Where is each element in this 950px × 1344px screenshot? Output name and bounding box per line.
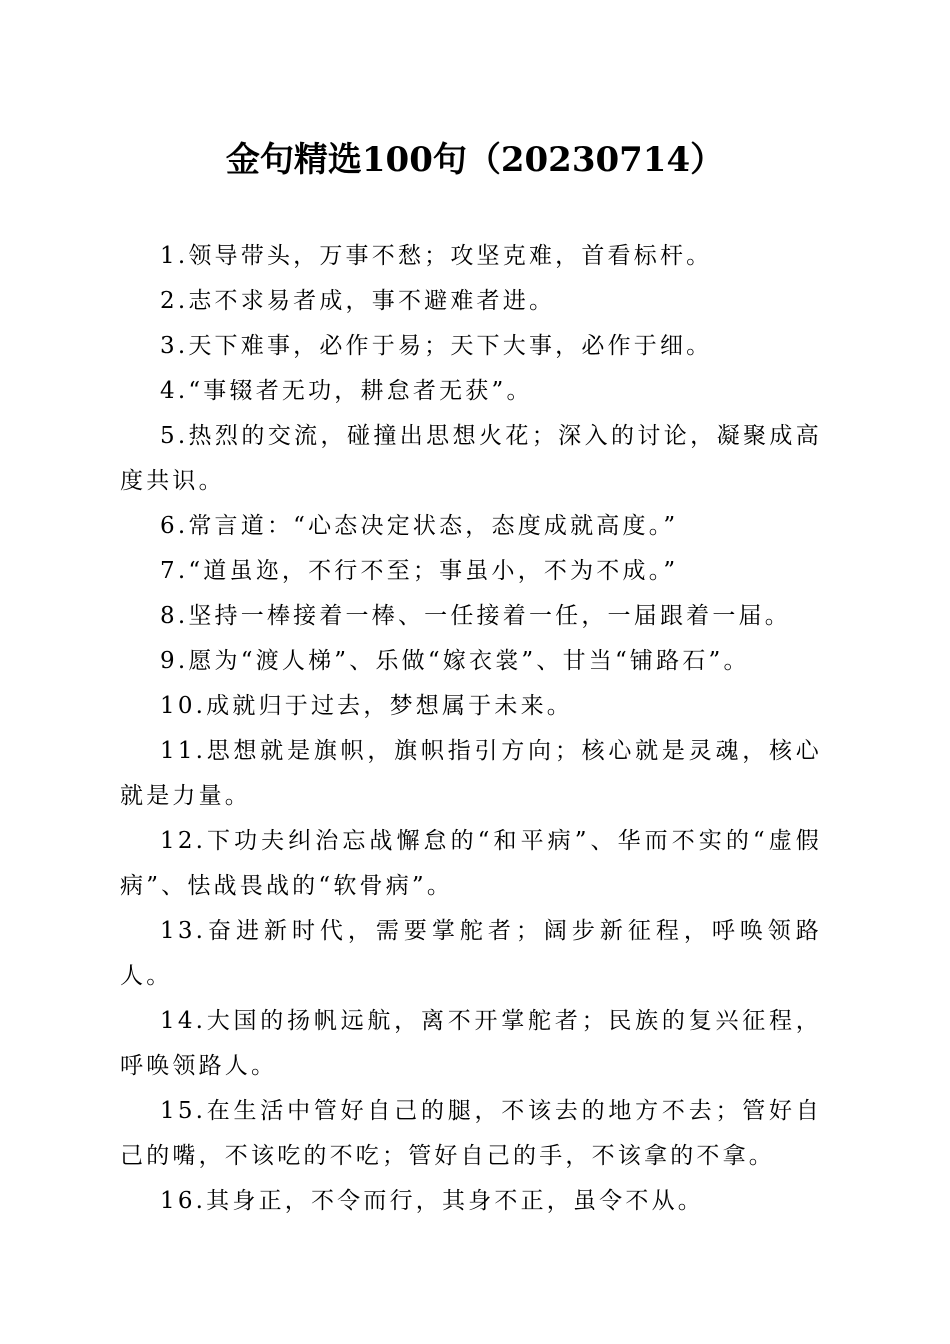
quote-paragraph-13: 13.奋进新时代，需要掌舵者；阔步新征程，呼唤领路人。 [120,918,822,989]
document-body [120,234,822,1224]
quote-paragraph-8: 8.坚持一棒接着一棒、一任接着一任，一届跟着一届。 [160,603,791,629]
quote-paragraph-5: 5.热烈的交流，碰撞出思想火花；深入的讨论，凝聚成高度共识。 [120,423,822,494]
quote-paragraph-7: 7.“道虽迩，不行不至；事虽小，不为不成。” [160,558,679,584]
quote-paragraph-12: 12.下功夫纠治忘战懈怠的“和平病”、华而不实的“虚假病”、怯战畏战的“软骨病”。 [120,828,822,899]
quote-paragraph-3: 3.天下难事，必作于易；天下大事，必作于细。 [160,333,713,359]
quote-paragraph-16: 16.其身正，不令而行，其身不正，虽令不从。 [160,1188,704,1214]
quote-paragraph-10: 10.成就归于过去，梦想属于未来。 [160,693,573,719]
quote-paragraph-15: 15.在生活中管好自己的腿，不该去的地方不去；管好自己的嘴，不该吃的不吃；管好自己的手，不该拿的不拿。 [120,1098,822,1169]
quote-paragraph-9: 9.愿为“渡人梯”、乐做“嫁衣裳”、甘当“铺路石”。 [160,648,750,674]
quote-paragraph-11: 11.思想就是旗帜，旗帜指引方向；核心就是灵魂，核心就是力量。 [120,738,822,809]
quote-paragraph-2: 2.志不求易者成，事不避难者进。 [160,288,556,314]
quote-paragraph-14: 14.大国的扬帆远航，离不开掌舵者；民族的复兴征程，呼唤领路人。 [120,1008,822,1079]
quote-paragraph-4: 4.“事辍者无功，耕怠者无获”。 [160,378,533,404]
quote-paragraph-6: 6.常言道：“心态决定状态，态度成就高度。” [160,513,679,539]
quote-paragraph-1: 1.领导带头，万事不愁；攻坚克难，首看标杆。 [160,243,713,269]
document-title: 金句精选100句（20230714） [225,140,725,180]
